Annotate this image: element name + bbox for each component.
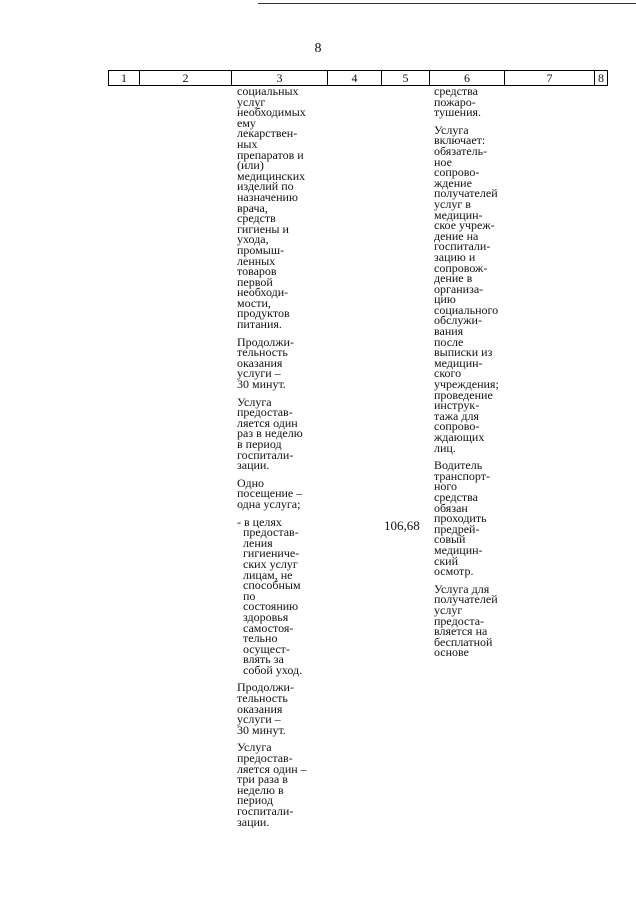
- text-line: ждающих: [434, 430, 485, 444]
- text-line: необходи-: [237, 285, 289, 300]
- text-line: медицин-: [434, 542, 483, 557]
- header-cell-4: 4: [351, 71, 358, 85]
- text-line: ему: [237, 115, 256, 130]
- header-cell-3: 3: [276, 71, 283, 85]
- text-line: тельность: [237, 691, 288, 706]
- text-line: средств: [237, 211, 276, 226]
- paragraph: [237, 742, 333, 827]
- text-line: зацию и: [434, 249, 476, 264]
- text-line: состоянию: [237, 599, 299, 614]
- text-line: оказания: [237, 355, 283, 370]
- text-line: изделий по: [237, 179, 294, 194]
- paragraph: [237, 86, 333, 330]
- text-line: вляется на: [434, 624, 488, 639]
- paragraph: [237, 334, 333, 392]
- text-line: услуги –: [237, 366, 281, 381]
- text-line: предостав-: [237, 525, 299, 540]
- text-line: проведение: [434, 387, 493, 402]
- text-line: оказания: [237, 701, 283, 716]
- text-line: услуг: [237, 94, 266, 109]
- text-line: вания: [434, 324, 464, 339]
- text-line: Одно: [237, 475, 265, 490]
- text-line: ляется один –: [237, 761, 307, 776]
- text-line: ное: [434, 154, 452, 169]
- text-line: проходить: [434, 511, 487, 526]
- text-line: тельно: [237, 631, 278, 646]
- text-line: услуги –: [237, 712, 281, 727]
- text-line: тельность: [237, 345, 288, 360]
- text-line: услуг в: [434, 196, 471, 211]
- text-line: раз в неделю: [237, 426, 303, 441]
- text-line: продуктов: [237, 306, 290, 321]
- text-line: Продолжи-: [237, 334, 294, 349]
- paragraph: [237, 475, 333, 511]
- text-line: промыш-: [237, 242, 285, 257]
- text-line: бесплатной: [434, 634, 493, 649]
- column-5-value: 106,68: [384, 518, 420, 533]
- text-line: три раза в: [237, 772, 288, 787]
- top-edge-line: [258, 3, 636, 4]
- paragraph: [237, 514, 333, 677]
- text-line: одна услуга;: [237, 496, 301, 511]
- text-line: пожаро-: [434, 94, 476, 109]
- text-line: первой: [237, 274, 273, 289]
- text-line: Водитель: [434, 458, 483, 473]
- text-line: дение на: [434, 228, 479, 243]
- text-line: включает:: [434, 133, 486, 148]
- text-line: ного: [434, 479, 458, 494]
- text-line: способным: [237, 578, 301, 593]
- text-line: зации.: [237, 458, 270, 473]
- text-line: здоровья: [237, 609, 289, 624]
- text-line: влять за: [237, 652, 284, 667]
- text-line: Услуга: [237, 740, 272, 755]
- text-line: социального: [434, 302, 499, 317]
- header-cell-1: 1: [121, 71, 127, 85]
- text-line: врача,: [237, 200, 268, 215]
- text-line: самостоя-: [237, 620, 294, 635]
- header-cell-6: 6: [464, 71, 470, 85]
- text-line: ского: [434, 366, 462, 381]
- text-line: тушения.: [434, 105, 482, 120]
- text-line: ждение: [434, 175, 472, 190]
- text-line: предостав-: [237, 751, 293, 766]
- column-6-text: [434, 86, 534, 665]
- text-line: мости,: [237, 295, 271, 310]
- paragraph: [434, 581, 534, 660]
- text-line: дение в: [434, 271, 473, 286]
- text-line: выписки из: [434, 345, 493, 360]
- text-line: сопровож-: [434, 260, 488, 275]
- text-line: услуг: [434, 602, 463, 617]
- column-3-text: [237, 86, 333, 834]
- text-line: госпитали-: [434, 239, 491, 254]
- paragraph: [434, 460, 534, 577]
- text-line: транспорт-: [434, 468, 490, 483]
- paragraph: [237, 682, 333, 735]
- text-line: учреждения;: [434, 377, 499, 392]
- text-line: медицинских: [237, 168, 306, 183]
- header-cell-5: 5: [402, 71, 409, 85]
- paragraph: [237, 394, 333, 473]
- header-cell-7: 7: [546, 71, 553, 85]
- text-line: период: [237, 793, 273, 808]
- text-line: назначению: [237, 189, 298, 204]
- text-line: необходимых: [237, 105, 306, 120]
- header-cell-2: 2: [182, 71, 189, 85]
- text-line: - в целях: [237, 514, 282, 529]
- text-line: ления: [237, 535, 273, 550]
- text-line: неделю в: [237, 782, 284, 797]
- text-line: собой уход.: [237, 662, 303, 677]
- text-line: цию: [434, 292, 456, 307]
- text-line: обязан: [434, 500, 468, 515]
- paragraph: [434, 122, 534, 455]
- text-line: социальных: [237, 84, 299, 98]
- text-line: госпитали-: [237, 804, 294, 818]
- text-line: лиц.: [434, 440, 456, 455]
- text-line: посещение –: [237, 486, 303, 501]
- text-line: предостав-: [237, 405, 293, 420]
- text-line: ляется один: [237, 415, 298, 430]
- text-line: питания.: [237, 317, 282, 332]
- text-line: 30 минут.: [237, 722, 286, 737]
- text-line: организа-: [434, 281, 484, 296]
- text-line: по: [237, 588, 256, 603]
- text-line: ских услуг: [237, 556, 298, 571]
- text-line: инструк-: [434, 398, 480, 413]
- text-line: Услуга для: [434, 581, 490, 596]
- text-line: осущест-: [237, 641, 290, 656]
- text-line: получателей: [434, 186, 498, 201]
- text-line: средства: [434, 489, 479, 504]
- text-line: получателей: [434, 592, 498, 607]
- text-line: (или): [237, 158, 264, 173]
- text-line: обслужи-: [434, 313, 482, 328]
- text-line: товаров: [237, 264, 277, 279]
- text-line: Услуга: [434, 122, 469, 137]
- text-line: сопрово-: [434, 419, 480, 434]
- text-line: предоста-: [434, 613, 485, 628]
- text-line: после: [434, 334, 464, 349]
- text-line: лицам, не: [237, 567, 293, 582]
- text-line: тажа для: [434, 408, 479, 423]
- text-line: предрей-: [434, 521, 480, 536]
- text-line: сопрово-: [434, 165, 480, 180]
- text-line: в период: [237, 437, 282, 451]
- page-number: 8: [314, 41, 322, 56]
- text-line: медицин-: [434, 207, 483, 222]
- text-line: препаратов и: [237, 147, 304, 162]
- text-line: госпитали-: [237, 447, 294, 462]
- text-line: ных: [237, 136, 258, 151]
- text-line: основе: [434, 645, 469, 660]
- text-line: зации.: [237, 814, 270, 829]
- text-line: ленных: [237, 253, 276, 268]
- text-line: ское учреж-: [434, 218, 495, 233]
- text-line: осмотр.: [434, 564, 474, 579]
- text-line: Услуга: [237, 394, 272, 409]
- text-line: лекарствен-: [237, 126, 298, 141]
- text-line: 30 минут.: [237, 377, 286, 392]
- text-line: медицин-: [434, 355, 483, 370]
- paragraph: [434, 86, 534, 118]
- text-line: гигиены и: [237, 221, 289, 236]
- header-cell-8: 8: [598, 71, 604, 85]
- text-line: ухода,: [237, 232, 269, 247]
- text-line: гигиениче-: [237, 546, 300, 561]
- table-header-row: [108, 70, 608, 86]
- text-line: Продолжи-: [237, 680, 294, 695]
- text-line: совый: [434, 532, 466, 547]
- text-line: средства: [434, 84, 479, 98]
- text-line: ский: [434, 553, 458, 568]
- text-line: обязатель-: [434, 143, 488, 158]
